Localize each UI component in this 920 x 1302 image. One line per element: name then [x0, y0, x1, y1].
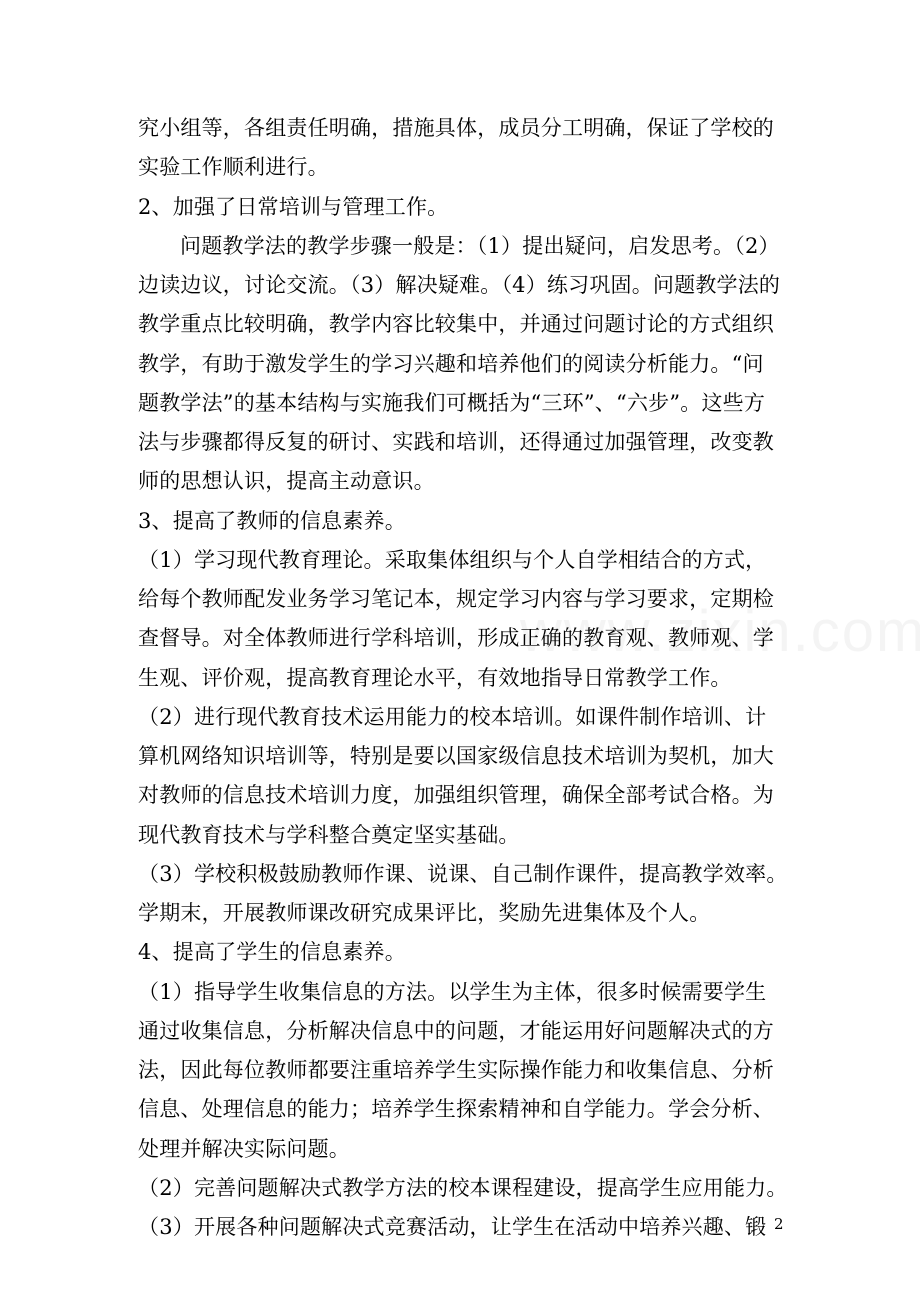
list-item-line: （2）进行现代教育技术运用能力的校本培训。如课件制作培训、计 — [138, 705, 767, 729]
body-text-line: 边读边议，讨论交流。（3）解决疑难。（4）练习巩固。问题教学法的 — [138, 273, 781, 297]
body-text-line: 算机网络知识培训等，特别是要以国家级信息技术培训为契机，加大 — [138, 744, 774, 768]
body-text-line: 师的思想认识，提高主动意识。 — [138, 469, 435, 493]
body-text-line: 法，因此每位教师都要注重培养学生实际操作能力和收集信息、分析 — [138, 1058, 774, 1082]
list-item-line: （1）学习现代教育理论。采取集体组织与个人自学相结合的方式， — [138, 548, 767, 572]
body-text-line: 题教学法”的基本结构与实施我们可概括为“三环”、“六步”。这些方 — [138, 391, 766, 415]
body-text-line: 实验工作顺利进行。 — [138, 155, 329, 179]
body-text-line: 现代教育技术与学科整合奠定坚实基础。 — [138, 823, 520, 847]
body-text-line: 信息、处理信息的能力；培养学生探索精神和自学能力。学会分析、 — [138, 1097, 774, 1121]
section-heading: 4、提高了学生的信息素养。 — [138, 940, 406, 964]
list-item-line: （1）指导学生收集信息的方法。以学生为主体，很多时候需要学生 — [138, 980, 767, 1004]
body-text-line: 对教师的信息技术培训力度，加强组织管理，确保全部考试合格。为 — [138, 783, 774, 807]
body-text-line: 生观、评价观，提高教育理论水平，有效地指导日常教学工作。 — [138, 666, 732, 690]
body-text-line: 查督导。对全体教师进行学科培训，形成正确的教育观、教师观、学 — [138, 626, 774, 650]
body-text-line: 教学重点比较明确，教学内容比较集中，并通过问题讨论的方式组织 — [138, 312, 774, 336]
body-text-line: 给每个教师配发业务学习笔记本，规定学习内容与学习要求，定期检 — [138, 587, 774, 611]
list-item-line: （3）开展各种问题解决式竞赛活动，让学生在活动中培养兴趣、锻 — [138, 1215, 767, 1239]
paragraph-first-line: 问题教学法的教学步骤一般是：（1）提出疑问，启发思考。（2） — [180, 234, 780, 258]
list-item-line: （3）学校积极鼓励教师作课、说课、自己制作课件，提高教学效率。 — [138, 862, 788, 886]
body-text-line: 教学，有助于激发学生的学习兴趣和培养他们的阅读分析能力。“问 — [138, 352, 764, 376]
body-text-line: 究小组等，各组责任明确，措施具体，成员分工明确，保证了学校的 — [138, 116, 774, 140]
body-text-line: 处理并解决实际问题。 — [138, 1137, 350, 1161]
list-item-line: （2）完善问题解决式教学方法的校本课程建设，提高学生应用能力。 — [138, 1176, 788, 1200]
section-heading: 2、加强了日常培训与管理工作。 — [138, 195, 449, 219]
body-text-line: 通过收集信息，分析解决信息中的问题，才能运用好问题解决式的方 — [138, 1019, 774, 1043]
section-heading: 3、提高了教师的信息素养。 — [138, 509, 406, 533]
body-text-line: 法与步骤都得反复的研讨、实践和培训，还得通过加强管理，改变教 — [138, 430, 774, 454]
body-text-line: 学期末，开展教师课改研究成果评比，奖励先进集体及个人。 — [138, 901, 711, 925]
page-number: 2 — [774, 1215, 784, 1233]
